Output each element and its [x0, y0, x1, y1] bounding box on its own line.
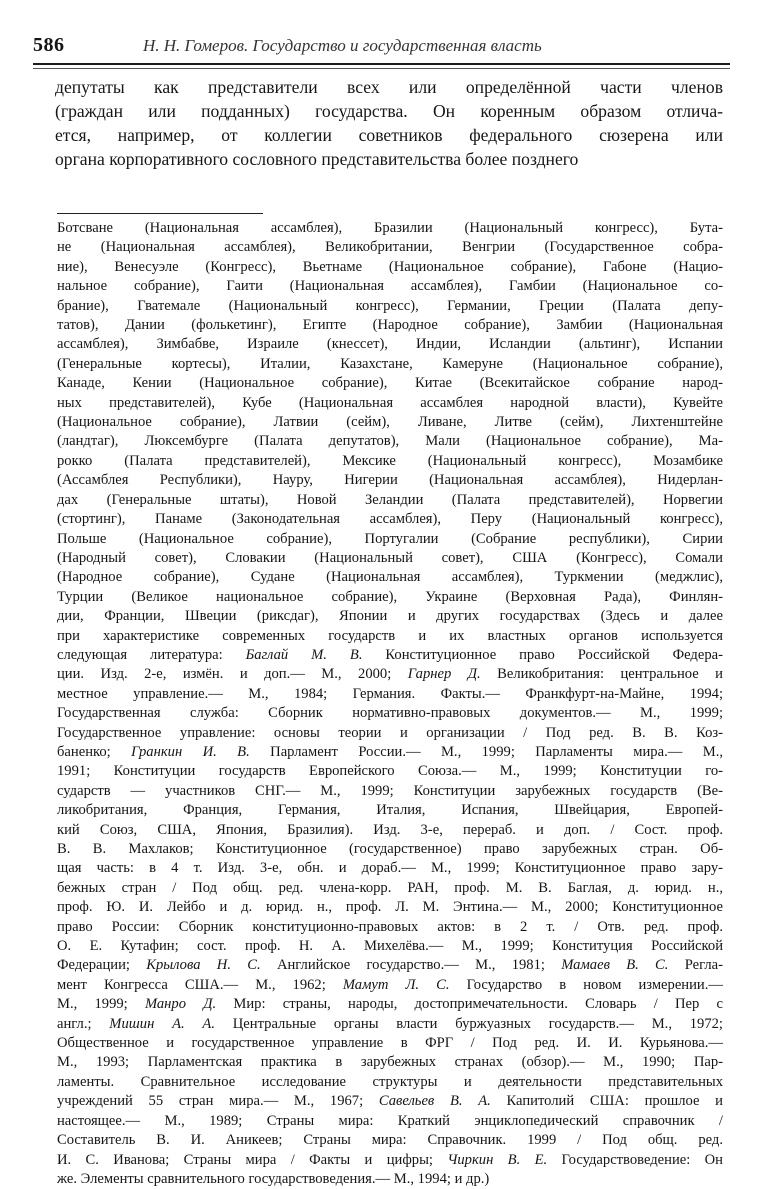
footnote-line: не (Национальная ассамблея), Великобритании, Венгрии (Государственное собра-: [57, 239, 723, 256]
main-paragraph: [55, 75, 723, 171]
author-name: Манро Д.: [144, 996, 217, 1013]
footnote-line: Общественное и государственное управление в ФРГ / Под ред. И. И. Курьянова.—: [57, 1035, 723, 1052]
author-name: Крылова Н. С.: [146, 957, 261, 974]
footnote-line: ассамблея), Зимбабве, Израиле (кнессет), Индии, Исландии (альтинг), Испании: [57, 336, 723, 353]
footnote-line: (Национальное собрание), Латвии (сейм), Ливане, Литве (сейм), Лихтенштейне: [57, 414, 723, 431]
footnote-line: баненко; Гранкин И. В. Парламент России.— М., 1999; Парламенты мира.— М.,: [57, 743, 723, 760]
body-line: (граждан или подданных) государства. Он коренным образом отлича-: [55, 101, 723, 121]
footnote-line: Государственное управление: основы теории и организации / Под ред. В. В. Коз-: [57, 724, 723, 741]
author-name: Мамут Л. С.: [342, 976, 450, 993]
footnote-line: учреждений 55 стран мира.— М., 1967; Савельев В. А. Капитолий США: прошлое и: [57, 1093, 723, 1110]
footnote-line: дии, Франции, Швеции (риксдаг), Японии и других государствах (Здесь и далее: [57, 608, 723, 625]
footnote-line: Ботсване (Национальная ассамблея), Бразилии (Национальный конгресс), Бута-: [57, 220, 723, 236]
footnote-line: И. С. Иванова; Страны мира / Факты и цифры; Чиркин В. Е. Государствоведение: Он: [57, 1151, 723, 1168]
author-name: Баглай М. В.: [245, 646, 363, 663]
footnote-line: англ.; Мишин А. А. Центральные органы власти буржуазных государств.— М., 1972;: [57, 1015, 723, 1032]
footnote-line: (Народное собрание), Судане (Национальная ассамблея), Туркмении (меджлис),: [57, 569, 723, 586]
footnote-line: мент Конгресса США.— М., 1962; Мамут Л. С. Государство в новом измерении.—: [57, 976, 723, 993]
footnote-line: 1991; Конституции государств Европейского Союза.— М., 1999; Конституции го-: [57, 763, 723, 780]
footnote-line: местное управление.— М., 1984; Германия. Факты.— Франкфурт-на-Майне, 1994;: [57, 685, 723, 702]
footnote-line: М., 1993; Парламентская практика в зарубежных странах (обзор).— М., 1990; Пар-: [57, 1054, 723, 1071]
footnote-line: дах (Генеральные штаты), Новой Зеландии (Палата представителей), Норвегии: [57, 491, 723, 508]
footnote-line: щая часть: в 4 т. Изд. 3-е, обн. и дораб.— М., 1999; Конституционное право зару-: [57, 860, 723, 877]
footnote-line: рокко (Палата представителей), Мексике (Национальный конгресс), Мозамбике: [57, 452, 723, 469]
footnote-line: же. Элементы сравнительного государствоведения.— М., 1994; и др.): [57, 1170, 490, 1187]
author-name: Чиркин В. Е.: [447, 1151, 548, 1168]
header-rule-thick: [33, 63, 730, 65]
author-name: Гарнер Д.: [407, 666, 481, 683]
footnote-line: при характеристике современных государств и их властных органов используется: [57, 627, 723, 644]
footnote-line: Польше (Национальное собрание), Португалии (Собрание республики), Сирии: [57, 530, 723, 547]
footnote-line: настоящее.— М., 1989; Страны мира: Краткий энциклопедический справочник /: [57, 1112, 723, 1129]
footnote-line: (Генеральные кортесы), Италии, Казахстане, Камеруне (Национальное собрание),: [57, 355, 723, 372]
footnote: [57, 219, 723, 1189]
author-name: Мамаев В. С.: [561, 957, 669, 974]
footnote-line: право России: Сборник конституционно-правовых актов: в 2 т. / Отв. ред. проф.: [57, 918, 723, 935]
footnote-line: О. Е. Кутафин; сост. проф. Н. А. Михелёва.— М., 1999; Конституция Российской: [57, 938, 723, 955]
footnote-line: татов), Дании (фолькетинг), Египте (Народное собрание), Замбии (Национальная: [57, 317, 723, 334]
footnote-line: (стортинг), Панаме (Законодательная ассамблея), Перу (Национальный конгресс),: [57, 511, 723, 528]
footnote-line: ликобритания, Франция, Германия, Италия, Испания, Швейцария, Европей-: [57, 802, 723, 819]
footnote-line: Федерации; Крылова Н. С. Английское государство.— М., 1981; Мамаев В. С. Регла-: [57, 957, 723, 974]
footnote-line: (Народный совет), Словакии (Национальный совет), США (Конгресс), Сомали: [57, 549, 723, 566]
footnote-line: брание), Гватемале (Национальный конгресс), Германии, Греции (Палата депу-: [57, 297, 723, 314]
footnote-line: следующая литература: Баглай М. В. Конституционное право Российской Федера-: [57, 646, 723, 663]
author-name: Мишин А. А.: [109, 1015, 215, 1032]
footnote-line: ламенты. Сравнительное исследование структуры и деятельности представительных: [57, 1073, 723, 1090]
footnote-line: Государственная служба: Сборник нормативно-правовых документов.— М., 1999;: [57, 705, 723, 722]
footnote-line: (ландтаг), Люксембурге (Палата депутатов), Мали (Национальное собрание), Ма-: [57, 433, 723, 450]
page-header: [33, 34, 733, 60]
footnote-line: В. В. Махлаков; Конституционное (государственное) право зарубежных стран. Об-: [57, 841, 723, 857]
footnote-line: Составитель В. И. Аникеев; Страны мира: Справочник. 1999 / Под общ. ред.: [57, 1132, 723, 1149]
footnote-line: ние), Венесуэле (Конгресс), Вьетнаме (Национальное собрание), Габоне (Нацио-: [57, 258, 723, 275]
footnote-line: кий Союз, США, Япония, Бразилия). Изд. 3-е, перераб. и доп. / Сост. проф.: [57, 821, 723, 838]
body-line: ется, например, от коллегии советников федерального сюзерена или: [55, 125, 723, 145]
body-line: депутаты как представители всех или определённой части членов: [55, 77, 723, 97]
footnote-line: (Ассамблея Республики), Науру, Нигерии (Национальная ассамблея), Нидерлан-: [57, 472, 723, 489]
footnote-line: Турции (Великое национальное собрание), Украине (Верховная Рада), Финлян-: [57, 588, 723, 605]
footnote-line: проф. Ю. И. Лейбо и д. юрид. н., проф. Л. М. Энтина.— М., 2000; Конституционное: [57, 899, 723, 916]
header-rule-thin: [33, 68, 730, 69]
footnote-line: бежных стран / Под общ. ред. члена-корр. РАН, проф. М. В. Баглая, д. юрид. н.,: [57, 879, 723, 896]
footnote-line: ции. Изд. 2-е, измён. и доп.— М., 2000; Гарнер Д. Великобритания: центральное и: [57, 666, 723, 683]
author-name: Савельев В. А.: [378, 1093, 491, 1110]
body-line: органа корпоративного сословного представительства более позднего: [55, 149, 579, 169]
footnote-line: сударств — участников СНГ.— М., 1999; Конституции зарубежных государств (Ве-: [57, 782, 723, 799]
footnote-line: ных представителей), Кубе (Национальная ассамблея народной власти), Кувейте: [57, 394, 723, 411]
footnote-line: Канаде, Кении (Национальное собрание), Китае (Всекитайское собрание народ-: [57, 375, 723, 392]
footnote-line: М., 1999; Манро Д. Мир: страны, народы, достопримечательности. Словарь / Пер с: [57, 996, 723, 1013]
page-number: 586: [33, 34, 65, 56]
footnote-line: нальное собрание), Гаити (Национальная ассамблея), Гамбии (Национальное со-: [57, 278, 723, 295]
running-head: Н. Н. Гомеров. Государство и государственная власть: [143, 36, 542, 55]
author-name: Гранкин И. В.: [131, 743, 250, 760]
footnote-separator: [57, 213, 263, 214]
